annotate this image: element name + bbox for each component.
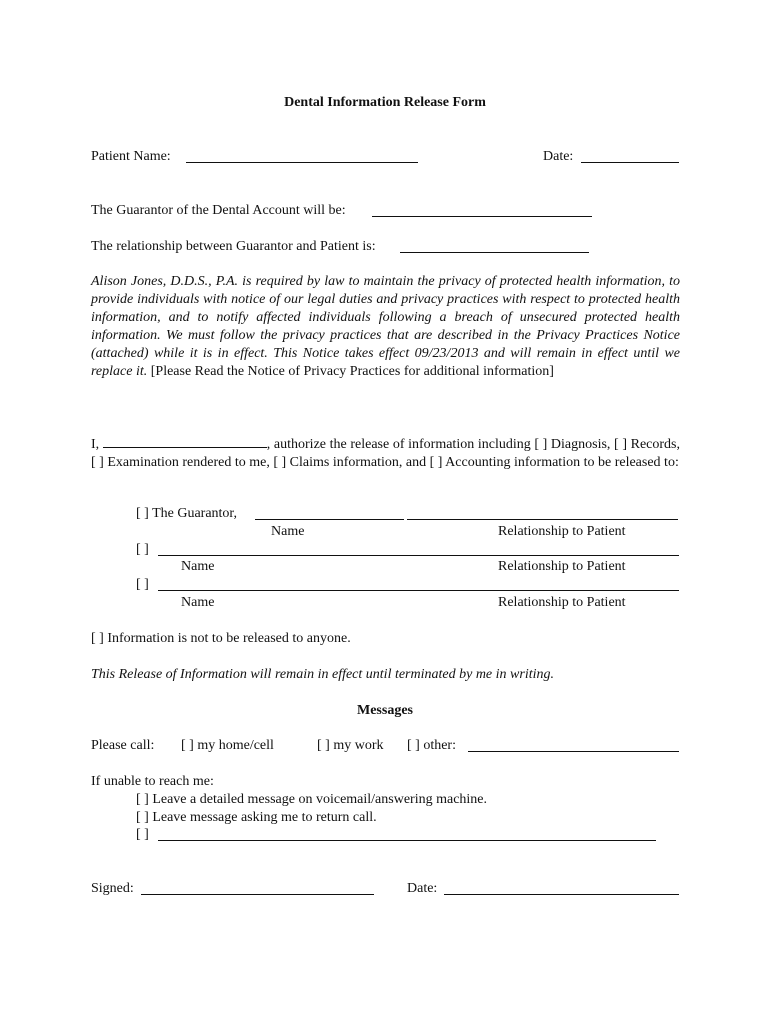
messages-heading: Messages xyxy=(357,703,413,718)
message-other-field[interactable] xyxy=(158,840,656,841)
message-other-option[interactable]: [ ] xyxy=(136,827,149,842)
no-release-checkbox-label[interactable]: [ ] Information is not to be released to anyone. xyxy=(91,631,351,646)
name-caption: Name xyxy=(181,559,215,574)
privacy-notice-reference: [Please Read the Notice of Privacy Practices for additional information] xyxy=(150,364,554,379)
relationship-caption: Relationship to Patient xyxy=(498,524,626,539)
authorizer-name-field[interactable] xyxy=(103,434,267,448)
authorization-paragraph xyxy=(91,434,680,472)
unable-to-reach-label: If unable to reach me: xyxy=(91,774,214,789)
call-work-option[interactable]: [ ] my work xyxy=(317,738,384,753)
release-guarantor-checkbox-label[interactable]: [ ] The Guarantor, xyxy=(136,506,238,521)
release-term-statement: This Release of Information will remain in effect until terminated by me in writing. xyxy=(91,667,554,682)
signature-date-field[interactable] xyxy=(444,894,679,895)
release-other-line-2[interactable] xyxy=(158,590,679,591)
guarantor-field[interactable] xyxy=(372,216,592,217)
release-other-line-1[interactable] xyxy=(158,555,679,556)
signature-date-label: Date: xyxy=(407,881,438,896)
signed-label: Signed: xyxy=(91,881,134,896)
call-other-field[interactable] xyxy=(468,751,679,752)
privacy-notice xyxy=(91,273,680,381)
guarantor-name-line[interactable] xyxy=(255,519,404,520)
relationship-field[interactable] xyxy=(400,252,589,253)
patient-date-field[interactable] xyxy=(581,162,679,163)
patient-date-label: Date: xyxy=(543,149,574,164)
authorization-prefix: I, xyxy=(91,437,100,452)
guarantor-label: The Guarantor of the Dental Account will be: xyxy=(91,203,346,218)
patient-name-label: Patient Name: xyxy=(91,149,171,164)
name-caption: Name xyxy=(181,595,215,610)
call-home-cell-option[interactable]: [ ] my home/cell xyxy=(181,738,274,753)
relationship-label: The relationship between Guarantor and Patient is: xyxy=(91,239,376,254)
signature-field[interactable] xyxy=(141,894,374,895)
relationship-caption: Relationship to Patient xyxy=(498,559,626,574)
leave-detailed-message-option[interactable]: [ ] Leave a detailed message on voicemail/answering machine. xyxy=(136,792,488,807)
call-other-option[interactable]: [ ] other: xyxy=(407,738,456,753)
patient-name-field[interactable] xyxy=(186,162,418,163)
guarantor-relationship-line[interactable] xyxy=(407,519,678,520)
authorization-text: , authorize the release of information including [ ] Diagnosis, [ ] Records, [ ] Examination rendered to me, [ ] Claims information, and [ ] Accounting information to be released to: xyxy=(91,437,680,470)
privacy-notice-text: Alison Jones, D.D.S., P.A. is required by law to maintain the privacy of protected health information, to provide individuals with notice of our legal duties and privacy practices with respect to protected health information, and to notify affected individuals following a breach of unsecured protected health information. We must follow the privacy practices that are described in the Privacy Practices Notice (attached) while it is in effect. This Notice takes effect 09/23/2013 and will remain in effect until we replace it. xyxy=(91,274,680,379)
relationship-caption: Relationship to Patient xyxy=(498,595,626,610)
please-call-label: Please call: xyxy=(91,738,155,753)
name-caption: Name xyxy=(271,524,305,539)
leave-return-call-option[interactable]: [ ] Leave message asking me to return call. xyxy=(136,810,377,825)
release-other-checkbox-1[interactable]: [ ] xyxy=(136,542,149,557)
form-title: Dental Information Release Form xyxy=(284,95,486,110)
release-other-checkbox-2[interactable]: [ ] xyxy=(136,577,149,592)
